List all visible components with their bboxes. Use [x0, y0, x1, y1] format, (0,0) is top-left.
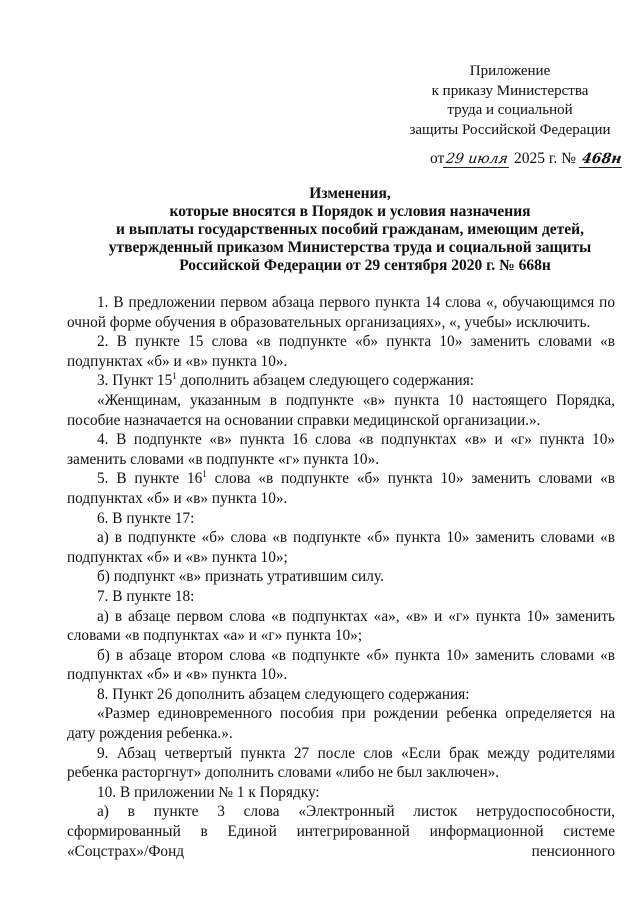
item-2: 2. В пункте 15 слова «в подпункте «б» пункта 10» заменить словами «в подпунктах «б» и «в» пункта 10». [67, 333, 615, 370]
item-4: 4. В подпункте «в» пункта 16 слова «в подпунктах «в» и «г» пункта 10» заменить словами «в подпункте «г» пункта 10». [67, 431, 615, 468]
approval-line: Приложение [469, 63, 551, 79]
order-date-line [430, 150, 623, 168]
document-body [67, 293, 615, 861]
title-line: утвержденный приказом Министерства труда и социальной защиты [108, 239, 592, 256]
item-3-end: дополнить абзацем следующего содержания: [176, 372, 475, 390]
item-3-quote: «Женщинам, указанным в подпункте «в» пункта 10 настоящего Порядка, пособие назначается на основании справки медицинской организации.». [67, 391, 615, 429]
title-line: Изменения, [309, 185, 391, 202]
item-8-quote: «Размер единовременного пособия при рождении ребенка определяется на дату рождения ребенка.». [67, 705, 615, 743]
title-line: и выплаты государственных пособий гражданам, имеющим детей, [116, 221, 584, 238]
order-year: 2025 г. № [514, 150, 577, 167]
superscript: 1 [172, 371, 177, 382]
title-line: Российской Федерации от 29 сентября 2020 г. № 668н [179, 257, 551, 274]
item-10-a: а) в пункте 3 слова «Электронный листок нетрудоспособности, сформированный в Единой интегрированной информационной системе «Соцстрах»/Фонд пенсионного [67, 803, 615, 860]
item-9: 9. Абзац четвертый пункта 27 после слов «Если брак между родителями ребенка расторгнут» дополнить словами «либо не был заключен». [67, 744, 615, 782]
item-5-end: слова «в подпункте «б» пункта 10» заменить словами «в подпунктах «б» и «в» пункта 10». [67, 470, 616, 507]
item-6-b: б) подпункт «в» признать утратившим силу. [97, 568, 384, 586]
item-10: 10. В приложении № 1 к Порядку: [97, 783, 320, 801]
item-5 [67, 469, 615, 508]
approval-line: защиты Российской Федерации [409, 121, 611, 138]
approval-block [404, 62, 616, 140]
item-3 [67, 371, 615, 391]
item-6: 6. В пункте 17: [97, 509, 195, 527]
order-prefix: от [430, 150, 445, 167]
handwritten-order-number: 468н [579, 151, 625, 168]
approval-line: труда и социальной [447, 102, 573, 118]
item-5-start: 5. В пункте 16 [97, 470, 203, 488]
superscript: 1 [202, 469, 207, 480]
item-6-a: а) в подпункте «б» слова «в подпункте «б» пункта 10» заменить словами «в подпунктах «б» и «в» пункта 10»; [67, 529, 615, 566]
approval-line: к приказу Министерства [431, 82, 589, 99]
item-7: 7. В пункте 18: [97, 587, 195, 605]
title-line: которые вносятся в Порядок и условия назначения [169, 203, 531, 220]
item-7-b: б) в абзаце втором слова «в подпункте «б» пункта 10» заменить словами «в подпунктах «б» и «в» пункта 10». [67, 646, 615, 684]
handwritten-date: 29 июля [443, 151, 511, 168]
item-8: 8. Пункт 26 дополнить абзацем следующего содержания: [97, 685, 470, 703]
document-title [60, 185, 640, 275]
item-7-a: а) в абзаце первом слова «в подпунктах «а», «в» и «г» пункта 10» заменить словами «в подпунктах «а» и «г» пункта 10»; [67, 607, 615, 645]
item-1: 1. В предложении первом абзаца первого пункта 14 слова «, обучающимся по очной форме обучения в образовательных организациях», «, учебы» исключить. [67, 294, 615, 331]
item-3-start: 3. Пункт 15 [97, 372, 173, 390]
